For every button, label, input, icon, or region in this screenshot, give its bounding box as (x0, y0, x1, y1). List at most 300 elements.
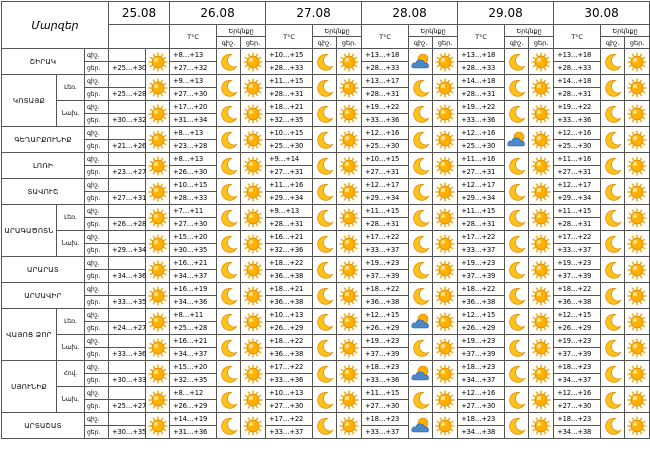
day-label: ցեր. (85, 114, 109, 127)
forecast-row (2, 387, 650, 400)
temp-day: +25…+30 (554, 140, 601, 153)
sun-icon (146, 49, 170, 75)
date-header: 29.08 (458, 2, 554, 25)
temp-day: +27…+31 (109, 192, 146, 205)
sun-icon (241, 361, 266, 387)
temp-night: +16…+19 (170, 283, 217, 296)
sun-icon (337, 49, 362, 75)
temp-header: T°C (458, 25, 505, 49)
sun-icon (529, 205, 554, 231)
sun-icon (433, 283, 458, 309)
temp-night: +9…+14 (266, 153, 313, 166)
sun-icon (529, 413, 554, 439)
temp-night: +11…+15 (266, 75, 313, 88)
region-name: ԱՐԱՐԱՏ (2, 257, 85, 283)
day-label: ցեր. (85, 218, 109, 231)
moon-icon (505, 361, 529, 387)
night-label: գիշ. (85, 49, 109, 62)
temp-day: +33…+37 (362, 244, 409, 257)
day-label: ցեր. (85, 192, 109, 205)
sun-icon (146, 231, 170, 257)
temp-day: +37…+39 (362, 270, 409, 283)
temp-day: +33…+36 (458, 114, 505, 127)
temp-day: +29…+34 (458, 192, 505, 205)
sun-icon (433, 361, 458, 387)
sun-icon (529, 257, 554, 283)
cloud-sun-icon (505, 127, 529, 153)
temp-night: +12…+16 (458, 127, 505, 140)
temp-night: +18…+23 (458, 413, 505, 426)
sun-icon (337, 101, 362, 127)
temp-day: +27…+30 (554, 400, 601, 413)
forecast-row (2, 257, 650, 270)
temp-day: +26…+29 (362, 322, 409, 335)
temp-day: +34…+37 (170, 270, 217, 283)
moon-icon (601, 127, 625, 153)
temp-day: +29…+34 (109, 244, 146, 257)
temp-day: +26…+29 (458, 322, 505, 335)
day-label: ցեր. (85, 322, 109, 335)
temp-night (109, 49, 146, 62)
forecast-row (2, 231, 650, 244)
night-label: գիշ. (85, 361, 109, 374)
sun-icon (241, 413, 266, 439)
temp-night: +11…+15 (362, 387, 409, 400)
subregion-name: Լեռ. (57, 309, 85, 335)
moon-icon (217, 231, 241, 257)
temp-day: +26…+29 (170, 400, 217, 413)
sun-icon (625, 75, 650, 101)
moon-icon (505, 75, 529, 101)
sun-icon (433, 309, 458, 335)
temp-day: +27…+30 (362, 400, 409, 413)
temp-day: +36…+38 (458, 296, 505, 309)
temp-day: +28…+33 (170, 192, 217, 205)
temp-day: +34…+37 (170, 348, 217, 361)
temp-day: +27…+31 (362, 166, 409, 179)
temp-day: +27…+30 (266, 400, 313, 413)
sun-icon (337, 335, 362, 361)
moon-icon (217, 413, 241, 439)
sun-icon (337, 231, 362, 257)
night-label: գիշ. (85, 205, 109, 218)
region-name: ԿՈՏԱՅՔ (2, 75, 57, 127)
sun-icon (241, 387, 266, 413)
temp-day: +27…+31 (458, 166, 505, 179)
temp-day: +31…+36 (170, 426, 217, 439)
sun-icon (433, 335, 458, 361)
moon-icon (505, 153, 529, 179)
forecast-row (2, 335, 650, 348)
sun-icon (146, 127, 170, 153)
temp-night (109, 153, 146, 166)
sun-icon (433, 257, 458, 283)
temp-day: +34…+36 (109, 270, 146, 283)
temp-night: +11…+15 (362, 205, 409, 218)
temp-night: +18…+21 (266, 101, 313, 114)
temp-day: +25…+28 (109, 88, 146, 101)
temp-day: +30…+32 (109, 114, 146, 127)
temp-day: +28…+33 (554, 62, 601, 75)
subregion-name: Նախ. (57, 387, 85, 413)
forecast-row (2, 309, 650, 322)
temp-night: +19…+22 (554, 101, 601, 114)
moon-icon (217, 387, 241, 413)
day-label: ցեր. (85, 140, 109, 153)
sun-icon (241, 49, 266, 75)
sun-icon (433, 387, 458, 413)
temp-night: +17…+22 (458, 231, 505, 244)
temp-night (109, 205, 146, 218)
forecast-body (2, 49, 650, 439)
sun-icon (625, 361, 650, 387)
temp-night: +14…+18 (458, 75, 505, 88)
day-header: ցեր. (529, 37, 554, 49)
sun-icon (625, 153, 650, 179)
temp-night: +12…+15 (554, 309, 601, 322)
temp-day: +37…+39 (554, 270, 601, 283)
night-header: գիշ. (601, 37, 625, 49)
temp-day: +26…+29 (266, 322, 313, 335)
sun-icon (529, 75, 554, 101)
temp-day: +27…+32 (170, 62, 217, 75)
temp-night (109, 283, 146, 296)
sun-icon (146, 257, 170, 283)
moon-icon (409, 75, 433, 101)
temp-day: +28…+31 (362, 218, 409, 231)
sun-icon (625, 127, 650, 153)
temp-night: +17…+22 (362, 231, 409, 244)
temp-day: +28…+31 (458, 88, 505, 101)
moon-icon (409, 127, 433, 153)
date-header: 28.08 (362, 2, 458, 25)
moon-icon (601, 257, 625, 283)
temp-night: +19…+23 (458, 335, 505, 348)
temp-night: +11…+15 (554, 205, 601, 218)
moon-icon (409, 283, 433, 309)
region-name: ՎԱՅՈՑ ՁՈՐ (2, 309, 57, 361)
sky-header: Երկնքը (601, 25, 650, 37)
temp-day: +25…+30 (266, 140, 313, 153)
temp-day: +27…+30 (170, 218, 217, 231)
sun-icon (529, 49, 554, 75)
sun-icon (625, 413, 650, 439)
temp-night: +12…+15 (362, 309, 409, 322)
temp-day: +33…+37 (554, 244, 601, 257)
sun-icon (433, 101, 458, 127)
forecast-row (2, 361, 650, 374)
day-label: ցեր. (85, 270, 109, 283)
temp-day: +32…+36 (266, 244, 313, 257)
cloud-sun-icon (409, 49, 433, 75)
temp-night: +11…+16 (266, 179, 313, 192)
sky-header: Երկնքը (505, 25, 554, 37)
temp-header: T°C (266, 25, 313, 49)
night-header: գիշ. (217, 37, 241, 49)
moon-icon (313, 49, 337, 75)
moon-icon (601, 387, 625, 413)
sun-icon (625, 387, 650, 413)
region-column-header: Մարզեր (2, 2, 109, 49)
temp-night: +12…+15 (458, 309, 505, 322)
sun-icon (241, 283, 266, 309)
temp-day: +36…+38 (554, 296, 601, 309)
region-name: ԱՐՏԱՇԱՏ (2, 413, 85, 439)
temp-night: +17…+22 (554, 231, 601, 244)
temp-night: +7…+11 (170, 205, 217, 218)
temp-day: +33…+36 (362, 114, 409, 127)
night-label: գիշ. (85, 127, 109, 140)
temp-night: +13…+18 (554, 49, 601, 62)
temp-day: +25…+30 (458, 140, 505, 153)
moon-icon (505, 231, 529, 257)
temp-night: +18…+22 (266, 335, 313, 348)
temp-night: +17…+22 (266, 413, 313, 426)
temp-night (109, 127, 146, 140)
sun-icon (529, 153, 554, 179)
temp-night: +14…+19 (170, 413, 217, 426)
temp-day: +28…+31 (458, 218, 505, 231)
temp-day: +28…+31 (554, 218, 601, 231)
temp-day: +30…+35 (170, 244, 217, 257)
temp-day: +26…+30 (170, 166, 217, 179)
blank-header-cell (109, 25, 170, 49)
moon-icon (313, 75, 337, 101)
temp-day: +33…+37 (458, 244, 505, 257)
region-name: ԱՐՄԱՎԻՐ (2, 283, 85, 309)
sun-icon (529, 179, 554, 205)
forecast-row (2, 127, 650, 140)
temp-day: +33…+36 (266, 374, 313, 387)
temp-day: +33…+36 (362, 374, 409, 387)
moon-icon (505, 309, 529, 335)
day-label: ցեր. (85, 374, 109, 387)
sun-icon (337, 283, 362, 309)
moon-icon (313, 309, 337, 335)
moon-icon (601, 153, 625, 179)
moon-icon (313, 335, 337, 361)
temp-night: +18…+23 (362, 361, 409, 374)
subregion-name: Լեռ. (57, 75, 85, 101)
moon-icon (217, 283, 241, 309)
temp-day: +34…+38 (458, 426, 505, 439)
sun-icon (146, 361, 170, 387)
temp-night: +19…+23 (362, 257, 409, 270)
sun-icon (529, 283, 554, 309)
moon-icon (505, 257, 529, 283)
temp-night: +12…+16 (554, 127, 601, 140)
sun-icon (241, 335, 266, 361)
temp-night: +12…+17 (458, 179, 505, 192)
subregion-name: Լեռ. (57, 205, 85, 231)
sun-icon (241, 309, 266, 335)
sun-icon (337, 75, 362, 101)
subregion-name: Նախ. (57, 101, 85, 127)
temp-day: +36…+38 (266, 296, 313, 309)
night-label: գիշ. (85, 153, 109, 166)
temp-day: +34…+37 (554, 374, 601, 387)
sun-icon (337, 205, 362, 231)
temp-day: +27…+30 (458, 400, 505, 413)
temp-day: +27…+31 (554, 166, 601, 179)
temp-day: +29…+34 (362, 192, 409, 205)
night-label: գիշ. (85, 335, 109, 348)
moon-icon (217, 75, 241, 101)
sun-icon (529, 101, 554, 127)
moon-icon (505, 283, 529, 309)
temp-night: +19…+23 (458, 257, 505, 270)
temp-day: +33…+37 (266, 426, 313, 439)
moon-icon (217, 49, 241, 75)
sun-icon (337, 179, 362, 205)
sun-icon (337, 387, 362, 413)
subregion-name: Հով. (57, 361, 85, 387)
temp-day: +24…+27 (109, 322, 146, 335)
date-header: 27.08 (266, 2, 362, 25)
moon-icon (217, 257, 241, 283)
temp-night (109, 101, 146, 114)
temp-day: +36…+38 (362, 296, 409, 309)
forecast-table (1, 1, 650, 439)
temp-day: +29…+34 (266, 192, 313, 205)
temp-day: +30…+35 (109, 426, 146, 439)
sun-icon (337, 153, 362, 179)
sun-icon (433, 413, 458, 439)
night-label: գիշ. (85, 413, 109, 426)
moon-icon (217, 179, 241, 205)
forecast-row (2, 75, 650, 88)
moon-icon (313, 153, 337, 179)
sun-icon (433, 49, 458, 75)
temp-night (109, 361, 146, 374)
moon-icon (217, 309, 241, 335)
temp-night (109, 257, 146, 270)
day-header: ցեր. (433, 37, 458, 49)
temp-day: +26…+29 (554, 322, 601, 335)
night-label: գիշ. (85, 179, 109, 192)
sun-icon (529, 335, 554, 361)
sun-icon (146, 309, 170, 335)
temp-day: +34…+36 (170, 296, 217, 309)
moon-icon (217, 153, 241, 179)
moon-icon (313, 179, 337, 205)
moon-icon (601, 205, 625, 231)
temp-night (109, 231, 146, 244)
moon-icon (505, 413, 529, 439)
moon-icon (313, 231, 337, 257)
temp-night: +16…+21 (170, 257, 217, 270)
temp-night: +12…+17 (362, 179, 409, 192)
region-name: ԱՐԱԳԱԾՈՏՆ (2, 205, 57, 257)
sun-icon (146, 101, 170, 127)
night-label: գիշ. (85, 283, 109, 296)
temp-night: +18…+23 (554, 413, 601, 426)
temp-day: +28…+33 (458, 62, 505, 75)
night-label: գիշ. (85, 309, 109, 322)
moon-icon (601, 75, 625, 101)
sun-icon (337, 309, 362, 335)
moon-icon (313, 205, 337, 231)
temp-day: +28…+31 (554, 88, 601, 101)
sun-icon (529, 387, 554, 413)
moon-icon (505, 179, 529, 205)
temp-day: +30…+33 (109, 374, 146, 387)
temp-night (109, 335, 146, 348)
moon-icon (313, 361, 337, 387)
temp-night: +19…+23 (554, 257, 601, 270)
date-header: 25.08 (109, 2, 170, 25)
moon-icon (409, 153, 433, 179)
temp-night: +12…+16 (554, 387, 601, 400)
temp-night: +12…+17 (554, 179, 601, 192)
temp-night: +9…+13 (266, 205, 313, 218)
moon-icon (313, 387, 337, 413)
day-label: ցեր. (85, 296, 109, 309)
moon-icon (505, 335, 529, 361)
moon-icon (601, 413, 625, 439)
moon-icon (601, 101, 625, 127)
temp-day: +25…+28 (170, 322, 217, 335)
day-label: ցեր. (85, 88, 109, 101)
moon-icon (217, 205, 241, 231)
sun-icon (625, 283, 650, 309)
temp-night: +18…+21 (266, 283, 313, 296)
temp-day: +33…+36 (554, 114, 601, 127)
sun-icon (433, 75, 458, 101)
region-name: ՏԱՎՈՒՇ (2, 179, 85, 205)
temp-day: +37…+39 (458, 270, 505, 283)
day-label: ցեր. (85, 166, 109, 179)
moon-icon (409, 231, 433, 257)
sun-icon (625, 335, 650, 361)
temp-day: +23…+28 (170, 140, 217, 153)
moon-icon (505, 387, 529, 413)
temp-night: +17…+20 (170, 101, 217, 114)
moon-icon (601, 283, 625, 309)
sun-icon (146, 153, 170, 179)
temp-night: +13…+18 (458, 49, 505, 62)
sun-icon (337, 361, 362, 387)
sun-icon (337, 127, 362, 153)
night-label: գիշ. (85, 75, 109, 88)
moon-icon (409, 387, 433, 413)
temp-night: +11…+16 (554, 153, 601, 166)
moon-icon (313, 101, 337, 127)
temp-night: +10…+13 (266, 309, 313, 322)
temp-night: +15…+20 (170, 231, 217, 244)
temp-day: +34…+38 (554, 426, 601, 439)
day-label: ցեր. (85, 244, 109, 257)
sun-icon (433, 205, 458, 231)
temp-night: +10…+15 (362, 153, 409, 166)
temp-night: +12…+16 (458, 387, 505, 400)
temp-day: +25…+30 (362, 140, 409, 153)
temp-day: +25…+27 (109, 400, 146, 413)
temp-header: T°C (362, 25, 409, 49)
region-name: ԳԵՂԱՐՔՈՒՆԻՔ (2, 127, 85, 153)
temp-day: +33…+37 (362, 426, 409, 439)
moon-icon (313, 127, 337, 153)
temp-night: +8…+13 (170, 49, 217, 62)
sun-icon (146, 387, 170, 413)
sun-icon (625, 179, 650, 205)
temp-night: +16…+21 (266, 231, 313, 244)
night-header: գիշ. (313, 37, 337, 49)
sun-icon (146, 283, 170, 309)
moon-icon (313, 257, 337, 283)
moon-icon (313, 413, 337, 439)
sun-icon (433, 153, 458, 179)
